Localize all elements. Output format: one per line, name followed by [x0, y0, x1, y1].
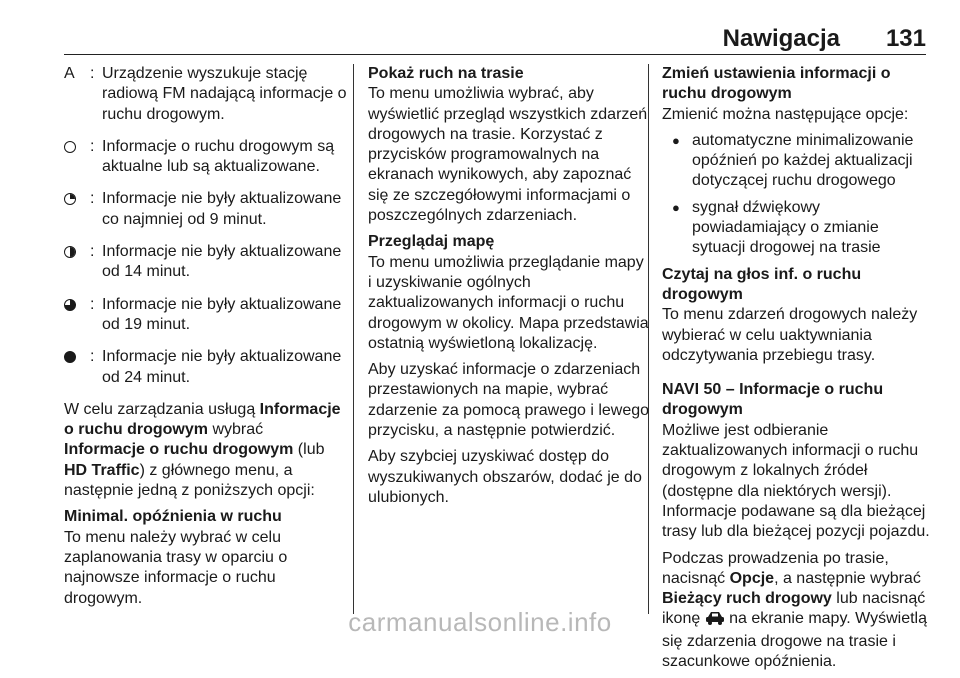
- heading-navi50: NAVI 50 – Informacje o ruchu drogowym: [662, 381, 884, 419]
- legend-item-9min: : Informacje nie były aktualizowane co najmniej od 9 minut.: [64, 189, 348, 230]
- legend-item-14min: : Informacje nie były aktualizowane od 14 minut.: [64, 242, 348, 283]
- circle-full-icon: [64, 351, 76, 363]
- legend-text: Urządzenie wyszukuje stację radiową FM nadającą informacje o ruchu drogowym.: [102, 65, 347, 123]
- page-header: [64, 14, 926, 55]
- heading-show-traffic: Pokaż ruch na trasie: [368, 65, 524, 82]
- paragraph-favorites: Aby szybciej uzyskiwać dostęp do wyszukiwanych obszarów, dodać je do ulubionych.: [368, 448, 642, 506]
- legend-item-a: A : Urządzenie wyszukuje stację radiową FM nadającą informacje o ruchu drogowym.: [64, 64, 348, 125]
- options-list: [662, 131, 930, 259]
- paragraph-navi50: Możliwe jest odbieranie zaktualizowanych informacji o ruchu drogowym z lokalnych źródeł (dostępne dla niektórych wersji). Informacje podawane są dla bieżącej trasy lub dla bieżącej pozycji pojazdu.: [662, 421, 930, 541]
- legend-text: Informacje o ruchu drogowym są aktualne lub są aktualizowane.: [102, 137, 335, 176]
- legend-text: Informacje nie były aktualizowane od 19 minut.: [102, 295, 342, 333]
- paragraph-events: Aby uzyskać informacje o zdarzeniach przestawionych na mapie, wybrać zdarzenie za pomocą prawego i lewego przycisku, a następnie potwierdzić.: [368, 361, 650, 440]
- circle-three-quarter-icon: [64, 299, 76, 311]
- heading-browse-map: Przeglądaj mapę: [368, 233, 495, 251]
- column-3: [662, 64, 930, 678]
- paragraph-min-delays: To menu należy wybrać w celu zaplanowania trasy w oparciu o najnowsze informacje o ruchu drogowym.: [64, 528, 288, 607]
- column-1: [64, 64, 348, 615]
- paragraph-browse-map: To menu umożliwia przeglądanie mapy i uzyskiwanie ogólnych zaktualizowanych informacji o ruchu drogowym w okolicy. Mapa przedstawia ostatnią wyświetloną lokalizację.: [368, 253, 649, 352]
- intro-paragraph: W celu zarządzania usługą Informacje o ruchu drogowym wybrać Informacje o ruchu drogowym (lub HD Traffic) z głównego menu, a następnie jedną z poniższych opcji:: [64, 400, 341, 500]
- section-title: Nawigacja: [722, 25, 840, 52]
- heading-read-aloud: Czytaj na głos inf. o ruchu drogowym: [662, 265, 862, 303]
- legend-item-current: : Informacje o ruchu drogowym są aktualne lub są aktualizowane.: [64, 137, 348, 178]
- circle-quarter-icon: [64, 193, 76, 205]
- list-item: ● automatyczne minimalizowanie opóźnień po każdej aktualizacji dotyczącej ruchu drogowego: [662, 131, 930, 192]
- legend-text: Informacje nie były aktualizowane co najmniej od 9 minut.: [102, 190, 342, 228]
- legend-text: Informacje nie były aktualizowane od 14 minut.: [102, 243, 342, 281]
- legend-item-19min: : Informacje nie były aktualizowane od 19 minut.: [64, 295, 348, 336]
- column-2: [368, 64, 650, 514]
- paragraph-read-aloud: To menu zdarzeń drogowych należy wybierać w celu uaktywniania odczytywania przebiegu trasy.: [662, 306, 918, 364]
- circle-half-icon: [64, 246, 76, 258]
- heading-min-delays: Minimal. opóźnienia w ruchu: [64, 508, 282, 526]
- paragraph-options: Zmienić można następujące opcje:: [662, 105, 909, 123]
- list-item: ● sygnał dźwiękowy powiadamiający o zmianie sytuacji drogowej na trasie: [662, 198, 930, 259]
- column-divider-left: [353, 64, 354, 614]
- paragraph-show-traffic: To menu umożliwia wybrać, aby wyświetlić przegląd wszystkich zdarzeń drogowych na trasie. Korzystać z przycisków programowalnych na ekranach wynikowych, aby zapoznać się ze szczegółowymi informacjami o poszczególnych zdarzeniach.: [368, 85, 648, 225]
- legend-item-24min: : Informacje nie były aktualizowane od 24 minut.: [64, 347, 348, 388]
- watermark: carmanualsonline.info: [348, 607, 612, 637]
- page-number: 131: [885, 25, 926, 52]
- heading-change-settings: Zmień ustawienia informacji o ruchu drogowym: [662, 65, 891, 103]
- legend-symbol-a: A: [64, 65, 75, 82]
- paragraph-current-traffic: Podczas prowadzenia po trasie, nacisnąć Opcje, a następnie wybrać Bieżący ruch drogowy lub nacisnąć ikonę na ekranie mapy. Wyświetlą się zdarzenia drogowe na trasie i szacunkowe opóźnienia.: [662, 549, 928, 671]
- circle-empty-icon: [64, 141, 76, 153]
- legend-text: Informacje nie były aktualizowane od 24 minut.: [102, 348, 342, 386]
